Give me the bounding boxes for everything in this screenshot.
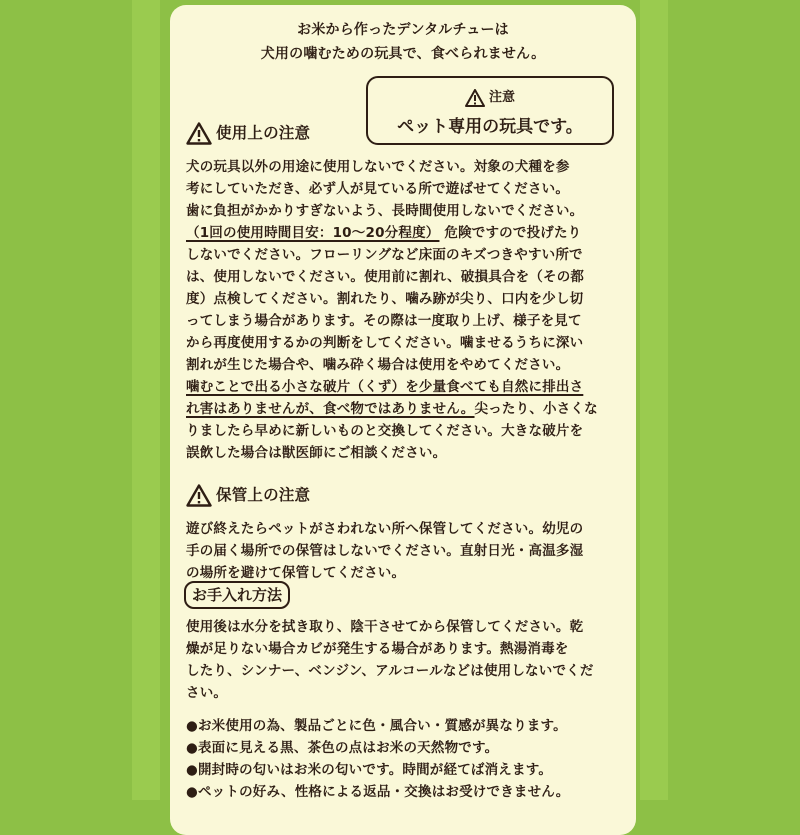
- usage-line: しないでください。フローリングなど床面のキズつきやすい所で: [186, 243, 583, 263]
- bullet-item: ●開封時の匂いはお米の匂いです。時間が経てば消えます。: [186, 758, 552, 778]
- care-line: 燥が足りない場合カビが発生する場合があります。熱湯消毒を: [186, 637, 569, 657]
- usage-line: 歯に負担がかかりすぎないよう、長時間使用しないでください。: [186, 199, 583, 219]
- care-heading: お手入れ方法: [184, 581, 290, 609]
- care-line: 使用後は水分を拭き取り、陰干させてから保管してください。乾: [186, 615, 583, 635]
- usage-line-text: 危険ですので投げたり: [444, 225, 581, 241]
- label-panel: [170, 5, 636, 835]
- usage-line-text: 考にしていただき、必ず人が見ている所で遊ばせてください。: [186, 181, 569, 197]
- usage-heading: [186, 121, 310, 145]
- storage-heading-text: 保管上の注意: [216, 486, 310, 504]
- usage-line-underlined: れ害はありませんが、食べ物ではありません。: [186, 401, 475, 417]
- usage-line: [186, 177, 569, 197]
- usage-line-text: 尖ったり、小さくな: [475, 401, 598, 417]
- warning-triangle-icon: [186, 122, 212, 145]
- storage-heading: [186, 483, 310, 507]
- usage-line: りましたら早めに新しいものと交換してください。大きな破片を: [186, 419, 583, 439]
- warning-triangle-icon: [186, 484, 212, 507]
- intro-line-2: 犬用の噛むための玩具で、食べられません。: [170, 43, 636, 63]
- bullet-item: ●表面に見える黒、茶色の点はお米の天然物です。: [186, 736, 498, 756]
- storage-line: の場所を避けて保管してください。: [186, 561, 405, 581]
- usage-line: 誤飲した場合は獣医師にご相談ください。: [186, 441, 446, 461]
- usage-line: は、使用しないでください。使用前に割れ、破損具合を（その都: [186, 265, 584, 285]
- notice-box: [366, 76, 614, 145]
- care-line: さい。: [186, 681, 227, 701]
- usage-line: から再度使用するかの判断をしてください。噛ませるうちに深い: [186, 331, 583, 351]
- usage-line: 度）点検してください。割れたり、噛み跡が尖り、口内を少し切: [186, 287, 583, 307]
- usage-line: [186, 375, 583, 395]
- usage-line-underlined: 噛むことで出る小さな破片（くず）を少量食べても自然に排出さ: [186, 379, 583, 395]
- bullet-item: ●お米使用の為、製品ごとに色・風合い・質感が異なります。: [186, 714, 567, 734]
- usage-line: [186, 397, 598, 417]
- intro-line-1: お米から作ったデンタルチューは: [170, 19, 636, 39]
- left-stripe: [132, 0, 160, 800]
- usage-line: [186, 221, 581, 241]
- usage-line: 割れが生じた場合や、噛み砕く場合は使用をやめてください。: [186, 353, 569, 373]
- warning-triangle-icon: [465, 89, 485, 107]
- usage-time-guide: （1回の使用時間目安：10～20分程度）: [186, 225, 439, 241]
- storage-line: 遊び終えたらペットがさわれない所へ保管してください。幼児の: [186, 517, 583, 537]
- notice-main-text: ペット専用の玩具です。: [368, 112, 612, 137]
- notice-title-text: 注意: [489, 90, 515, 105]
- right-stripe: [640, 0, 668, 800]
- storage-line: 手の届く場所での保管はしないでください。直射日光・高温多湿: [186, 539, 583, 559]
- usage-line: ってしまう場合があります。その際は一度取り上げ、様子を見て: [186, 309, 582, 329]
- usage-line: 犬の玩具以外の用途に使用しないでください。対象の犬種を参: [186, 155, 570, 175]
- notice-title: [368, 86, 612, 107]
- bullet-item: ●ペットの好み、性格による返品・交換はお受けできません。: [186, 780, 570, 800]
- usage-heading-text: 使用上の注意: [216, 124, 310, 142]
- care-line: したり、シンナー、ベンジン、アルコールなどは使用しないでくだ: [186, 659, 594, 679]
